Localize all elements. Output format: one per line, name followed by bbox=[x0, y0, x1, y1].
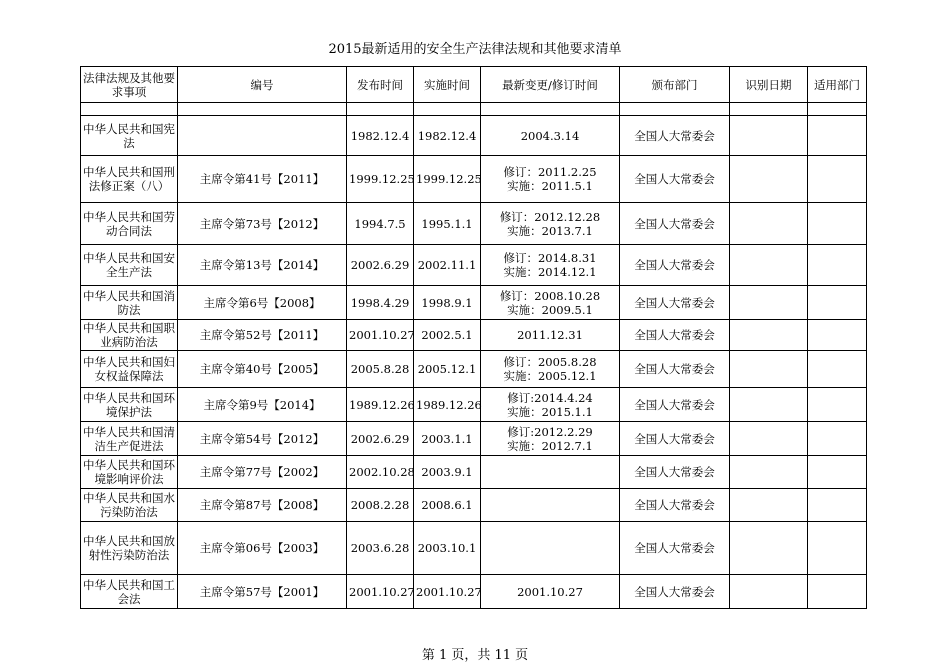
document-title: 2015最新适用的安全生产法律法规和其他要求清单 bbox=[328, 42, 622, 57]
applicable-dept-cell bbox=[808, 422, 867, 456]
identified-date-cell bbox=[730, 203, 808, 245]
table-row bbox=[81, 320, 867, 351]
effective-cell: 1995.1.1 bbox=[414, 203, 481, 245]
effective-cell: 1998.9.1 bbox=[414, 286, 481, 320]
table-row bbox=[81, 286, 867, 320]
published-cell: 2001.10.27 bbox=[347, 320, 414, 351]
law-name-cell: 中华人民共和国职业病防治法 bbox=[81, 320, 178, 351]
published-cell: 2002.6.29 bbox=[347, 422, 414, 456]
number-cell: 主席令第77号【2002】 bbox=[178, 456, 347, 489]
table-row bbox=[81, 456, 867, 489]
table-header-row bbox=[81, 67, 867, 103]
department-cell: 全国人大常委会 bbox=[620, 351, 730, 388]
spacer-row bbox=[81, 103, 867, 116]
law-name-cell: 中华人民共和国宪法 bbox=[81, 116, 178, 156]
table-row bbox=[81, 489, 867, 522]
header-department: 颁布部门 bbox=[620, 67, 730, 103]
law-name-cell: 中华人民共和国环境保护法 bbox=[81, 388, 178, 422]
effective-cell: 2003.9.1 bbox=[414, 456, 481, 489]
number-cell bbox=[178, 116, 347, 156]
revision-cell: 修订：2011.2.25 实施：2011.5.1 bbox=[481, 156, 620, 203]
revision-cell: 2001.10.27 bbox=[481, 575, 620, 609]
table-row bbox=[81, 245, 867, 286]
table-row bbox=[81, 116, 867, 156]
law-name-cell: 中华人民共和国环境影响评价法 bbox=[81, 456, 178, 489]
identified-date-cell bbox=[730, 456, 808, 489]
department-cell: 全国人大常委会 bbox=[620, 422, 730, 456]
applicable-dept-cell bbox=[808, 156, 867, 203]
identified-date-cell bbox=[730, 286, 808, 320]
revision-cell bbox=[481, 456, 620, 489]
law-name-cell: 中华人民共和国清洁生产促进法 bbox=[81, 422, 178, 456]
effective-cell: 2001.10.27 bbox=[414, 575, 481, 609]
revision-cell bbox=[481, 489, 620, 522]
header-effective: 实施时间 bbox=[414, 67, 481, 103]
department-cell: 全国人大常委会 bbox=[620, 320, 730, 351]
applicable-dept-cell bbox=[808, 489, 867, 522]
published-cell: 2005.8.28 bbox=[347, 351, 414, 388]
published-cell: 1989.12.26 bbox=[347, 388, 414, 422]
identified-date-cell bbox=[730, 116, 808, 156]
department-cell: 全国人大常委会 bbox=[620, 456, 730, 489]
table-row bbox=[81, 156, 867, 203]
published-cell: 1998.4.29 bbox=[347, 286, 414, 320]
department-cell: 全国人大常委会 bbox=[620, 489, 730, 522]
department-cell: 全国人大常委会 bbox=[620, 286, 730, 320]
revision-cell: 2011.12.31 bbox=[481, 320, 620, 351]
department-cell: 全国人大常委会 bbox=[620, 245, 730, 286]
table-row bbox=[81, 575, 867, 609]
number-cell: 主席令第06号【2003】 bbox=[178, 522, 347, 575]
effective-cell: 2002.5.1 bbox=[414, 320, 481, 351]
header-identified-date: 识别日期 bbox=[730, 67, 808, 103]
revision-cell: 修订:2012.2.29 实施：2012.7.1 bbox=[481, 422, 620, 456]
table-row bbox=[81, 351, 867, 388]
department-cell: 全国人大常委会 bbox=[620, 116, 730, 156]
law-name-cell: 中华人民共和国水污染防治法 bbox=[81, 489, 178, 522]
applicable-dept-cell bbox=[808, 388, 867, 422]
revision-cell: 修订：2012.12.28 实施：2013.7.1 bbox=[481, 203, 620, 245]
law-name-cell: 中华人民共和国妇女权益保障法 bbox=[81, 351, 178, 388]
law-name-cell: 中华人民共和国消防法 bbox=[81, 286, 178, 320]
law-name-cell: 中华人民共和国工会法 bbox=[81, 575, 178, 609]
published-cell: 1999.12.25 bbox=[347, 156, 414, 203]
effective-cell: 2002.11.1 bbox=[414, 245, 481, 286]
number-cell: 主席令第57号【2001】 bbox=[178, 575, 347, 609]
published-cell: 2003.6.28 bbox=[347, 522, 414, 575]
identified-date-cell bbox=[730, 522, 808, 575]
header-law-name: 法律法规及其他要求事项 bbox=[81, 67, 178, 103]
applicable-dept-cell bbox=[808, 245, 867, 286]
published-cell: 2002.6.29 bbox=[347, 245, 414, 286]
identified-date-cell bbox=[730, 351, 808, 388]
applicable-dept-cell bbox=[808, 203, 867, 245]
identified-date-cell bbox=[730, 388, 808, 422]
department-cell: 全国人大常委会 bbox=[620, 156, 730, 203]
number-cell: 主席令第40号【2005】 bbox=[178, 351, 347, 388]
identified-date-cell bbox=[730, 320, 808, 351]
applicable-dept-cell bbox=[808, 575, 867, 609]
effective-cell: 2008.6.1 bbox=[414, 489, 481, 522]
department-cell: 全国人大常委会 bbox=[620, 388, 730, 422]
table-row bbox=[81, 388, 867, 422]
number-cell: 主席令第54号【2012】 bbox=[178, 422, 347, 456]
effective-cell: 2003.10.1 bbox=[414, 522, 481, 575]
effective-cell: 2005.12.1 bbox=[414, 351, 481, 388]
applicable-dept-cell bbox=[808, 456, 867, 489]
regulations-table bbox=[80, 66, 867, 609]
effective-cell: 1982.12.4 bbox=[414, 116, 481, 156]
law-name-cell: 中华人民共和国放射性污染防治法 bbox=[81, 522, 178, 575]
number-cell: 主席令第9号【2014】 bbox=[178, 388, 347, 422]
number-cell: 主席令第87号【2008】 bbox=[178, 489, 347, 522]
applicable-dept-cell bbox=[808, 286, 867, 320]
published-cell: 1982.12.4 bbox=[347, 116, 414, 156]
applicable-dept-cell bbox=[808, 116, 867, 156]
applicable-dept-cell bbox=[808, 351, 867, 388]
department-cell: 全国人大常委会 bbox=[620, 522, 730, 575]
number-cell: 主席令第13号【2014】 bbox=[178, 245, 347, 286]
department-cell: 全国人大常委会 bbox=[620, 203, 730, 245]
revision-cell: 修订：2008.10.28 实施：2009.5.1 bbox=[481, 286, 620, 320]
effective-cell: 2003.1.1 bbox=[414, 422, 481, 456]
number-cell: 主席令第41号【2011】 bbox=[178, 156, 347, 203]
table-row bbox=[81, 522, 867, 575]
published-cell: 2008.2.28 bbox=[347, 489, 414, 522]
law-name-cell: 中华人民共和国劳动合同法 bbox=[81, 203, 178, 245]
effective-cell: 1999.12.25 bbox=[414, 156, 481, 203]
header-number: 编号 bbox=[178, 67, 347, 103]
revision-cell: 修订:2014.4.24 实施：2015.1.1 bbox=[481, 388, 620, 422]
table-row bbox=[81, 203, 867, 245]
table-row bbox=[81, 422, 867, 456]
revision-cell bbox=[481, 522, 620, 575]
header-revision: 最新变更/修订时间 bbox=[481, 67, 620, 103]
revision-cell: 修订：2005.8.28 实施：2005.12.1 bbox=[481, 351, 620, 388]
revision-cell: 2004.3.14 bbox=[481, 116, 620, 156]
published-cell: 2001.10.27 bbox=[347, 575, 414, 609]
identified-date-cell bbox=[730, 156, 808, 203]
law-name-cell: 中华人民共和国安全生产法 bbox=[81, 245, 178, 286]
applicable-dept-cell bbox=[808, 320, 867, 351]
number-cell: 主席令第52号【2011】 bbox=[178, 320, 347, 351]
published-cell: 2002.10.28 bbox=[347, 456, 414, 489]
page-footer: 第 1 页，共 11 页 bbox=[421, 648, 529, 663]
number-cell: 主席令第73号【2012】 bbox=[178, 203, 347, 245]
identified-date-cell bbox=[730, 422, 808, 456]
effective-cell: 1989.12.26 bbox=[414, 388, 481, 422]
identified-date-cell bbox=[730, 489, 808, 522]
number-cell: 主席令第6号【2008】 bbox=[178, 286, 347, 320]
revision-cell: 修订：2014.8.31 实施：2014.12.1 bbox=[481, 245, 620, 286]
applicable-dept-cell bbox=[808, 522, 867, 575]
identified-date-cell bbox=[730, 245, 808, 286]
published-cell: 1994.7.5 bbox=[347, 203, 414, 245]
header-applicable-dept: 适用部门 bbox=[808, 67, 867, 103]
law-name-cell: 中华人民共和国刑法修正案（八） bbox=[81, 156, 178, 203]
identified-date-cell bbox=[730, 575, 808, 609]
department-cell: 全国人大常委会 bbox=[620, 575, 730, 609]
header-published: 发布时间 bbox=[347, 67, 414, 103]
